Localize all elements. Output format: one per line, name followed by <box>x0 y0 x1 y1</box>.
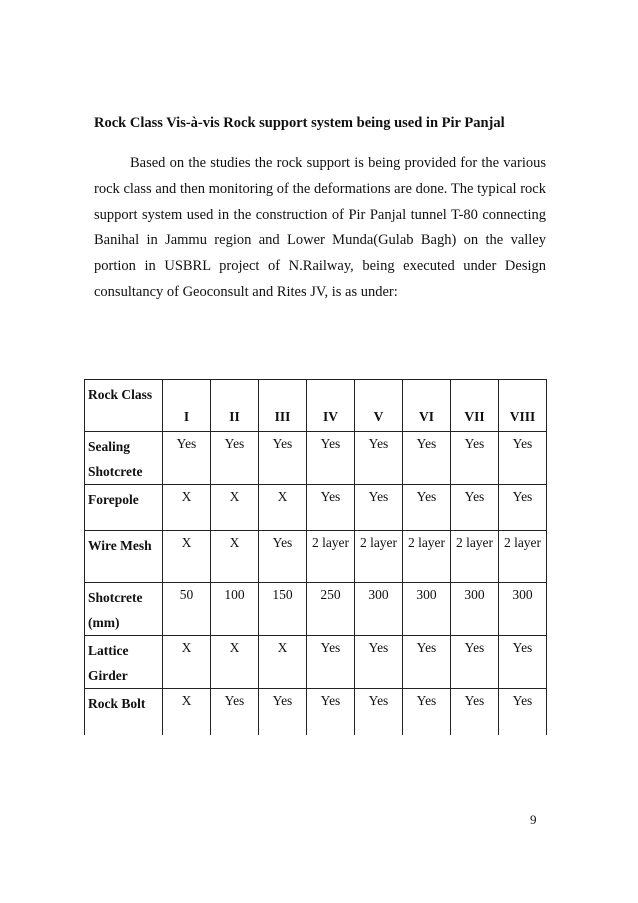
table-cell: Yes <box>307 636 355 689</box>
table-cell: Yes <box>451 485 499 531</box>
table-cell: 100 <box>211 583 259 636</box>
table-cell: Yes <box>403 636 451 689</box>
table-cell: Yes <box>499 485 547 531</box>
table-cell: X <box>211 531 259 583</box>
page-number: 9 <box>530 812 537 827</box>
row-label: Lattice Girder <box>85 636 163 689</box>
row-label: Sealing Shotcrete <box>85 432 163 485</box>
table-cell: X <box>211 636 259 689</box>
row-label: Forepole <box>85 485 163 531</box>
table-cell: X <box>163 636 211 689</box>
header-class-v: V <box>355 380 403 432</box>
table-header-row <box>85 380 547 432</box>
table-cell: 50 <box>163 583 211 636</box>
rock-support-table <box>84 379 547 735</box>
table-row <box>85 636 547 689</box>
table-cell: Yes <box>259 432 307 485</box>
table-cell: 300 <box>355 583 403 636</box>
table-cell: Yes <box>259 531 307 583</box>
table-cell: Yes <box>307 485 355 531</box>
table-cell: Yes <box>403 485 451 531</box>
table-cell: Yes <box>403 689 451 735</box>
row-label: Shotcrete (mm) <box>85 583 163 636</box>
header-class-vi: VI <box>403 380 451 432</box>
table-cell: 2 layer <box>355 531 403 583</box>
table-cell: 300 <box>451 583 499 636</box>
table-cell: Yes <box>499 636 547 689</box>
table-cell: Yes <box>355 636 403 689</box>
table-cell: X <box>163 485 211 531</box>
table-cell: 2 layer <box>403 531 451 583</box>
table-cell: X <box>163 689 211 735</box>
table-cell: Yes <box>499 689 547 735</box>
table-cell: Yes <box>211 689 259 735</box>
table-cell: Yes <box>307 689 355 735</box>
table-cell: 300 <box>499 583 547 636</box>
table-cell: Yes <box>451 636 499 689</box>
table-cell: Yes <box>163 432 211 485</box>
table-cell: X <box>259 636 307 689</box>
table-cell: 250 <box>307 583 355 636</box>
header-class-iii: III <box>259 380 307 432</box>
header-class-viii: VIII <box>499 380 547 432</box>
header-class-i: I <box>163 380 211 432</box>
table-cell: 2 layer <box>451 531 499 583</box>
table-cell: Yes <box>307 432 355 485</box>
row-label: Wire Mesh <box>85 531 163 583</box>
table-row <box>85 531 547 583</box>
header-class-vii: VII <box>451 380 499 432</box>
body-paragraph <box>94 151 546 306</box>
table-row <box>85 485 547 531</box>
table-cell: Yes <box>355 689 403 735</box>
header-rock-class: Rock Class <box>85 380 163 432</box>
table-cell: 2 layer <box>499 531 547 583</box>
table-cell: 150 <box>259 583 307 636</box>
table-cell: Yes <box>211 432 259 485</box>
table-cell: Yes <box>259 689 307 735</box>
table-cell: X <box>211 485 259 531</box>
header-class-ii: II <box>211 380 259 432</box>
header-class-iv: IV <box>307 380 355 432</box>
table-row <box>85 432 547 485</box>
row-label: Rock Bolt <box>85 689 163 735</box>
table-cell: 2 layer <box>307 531 355 583</box>
table-cell: X <box>259 485 307 531</box>
table-cell: X <box>163 531 211 583</box>
table-row <box>85 583 547 636</box>
table-cell: Yes <box>451 432 499 485</box>
table-cell: Yes <box>355 485 403 531</box>
table-cell: Yes <box>403 432 451 485</box>
table-cell: Yes <box>355 432 403 485</box>
table-row <box>85 689 547 735</box>
section-heading: Rock Class Vis-à-vis Rock support system being used in Pir Panjal <box>94 115 505 131</box>
table-cell: 300 <box>403 583 451 636</box>
table-cell: Yes <box>499 432 547 485</box>
table-cell: Yes <box>451 689 499 735</box>
body-paragraph-text: Based on the studies the rock support is being provided for the various rock class and then monitoring of the deformations are done. The typical rock support system used in the construction of Pir Panjal tunnel T-80 connecting Banihal in Jammu region and Lower Munda(Gulab Bagh) on the valley portion in USBRL project of N.Railway, being executed under Design consultancy of Geoconsult and Rites JV, is as under: <box>94 155 546 300</box>
